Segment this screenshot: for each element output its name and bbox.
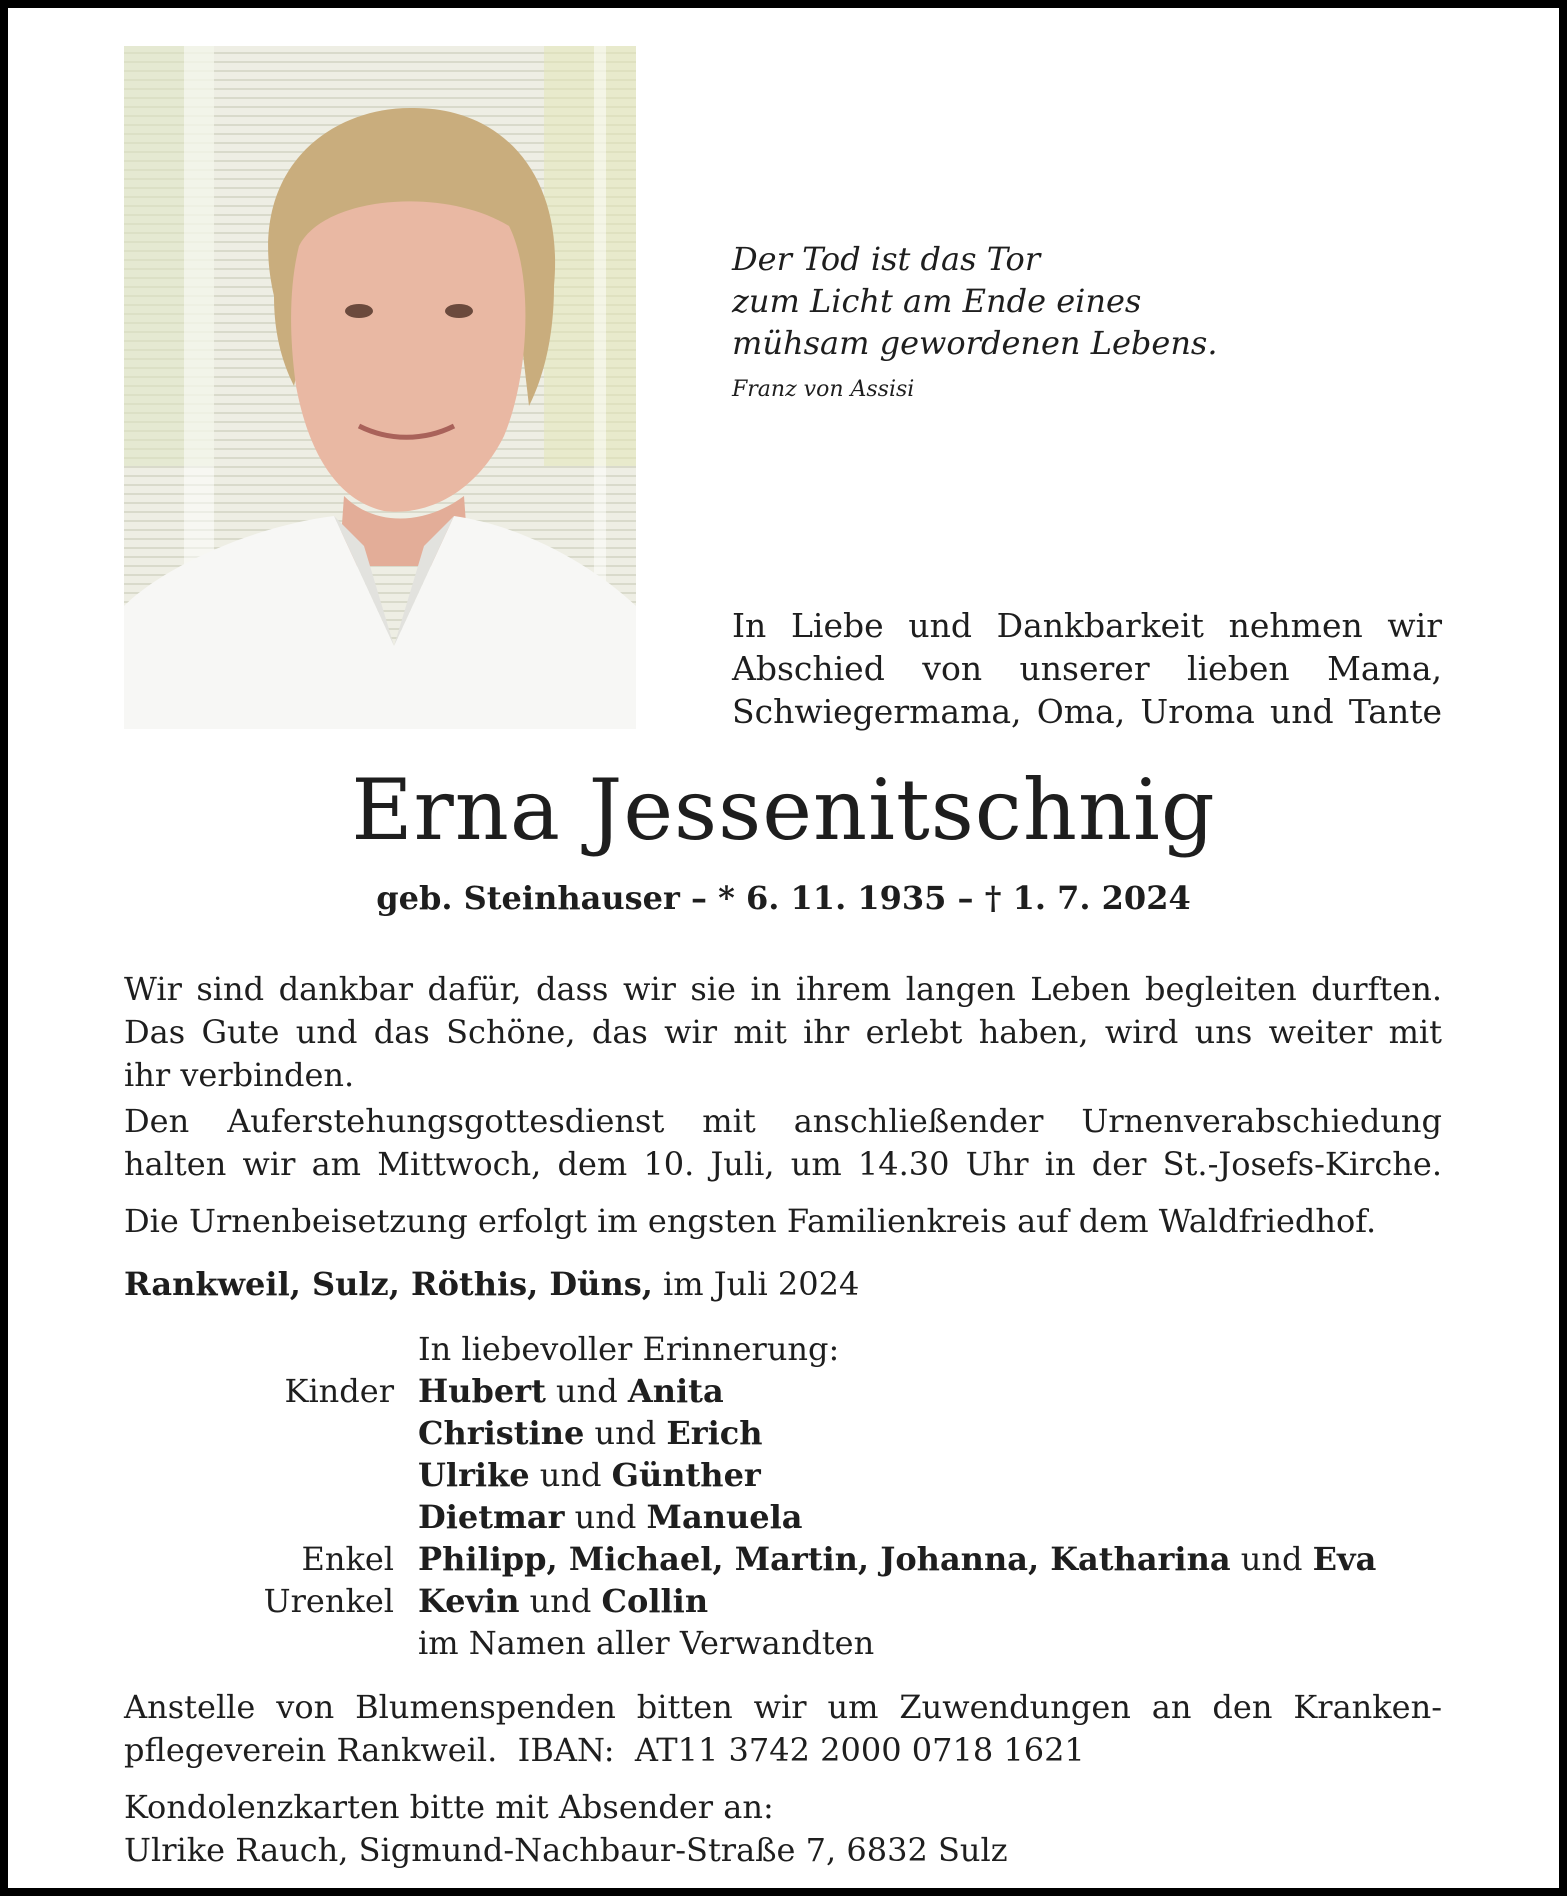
place-towns: Rankweil, Sulz, Röthis, Düns, <box>124 1265 653 1303</box>
list-item <box>124 1496 1442 1538</box>
text-line: Das Gute und das Schöne, das wir mit ihr erlebt haben, wird uns weiter mit <box>124 1013 1442 1051</box>
grandchildren-names: Philipp, Michael, Martin, Johanna, Katharina <box>418 1540 1231 1578</box>
quote-line: Der Tod ist das Tor <box>732 240 1041 278</box>
paragraph-donation <box>124 1686 1442 1772</box>
portrait-photo <box>124 46 636 729</box>
list-item <box>124 1412 1442 1454</box>
conjunction: und <box>594 1414 657 1452</box>
paragraph-burial: Die Urnenbeisetzung erfolgt im engsten Familienkreis auf dem Waldfriedhof. <box>124 1202 1377 1240</box>
conjunction: und <box>529 1582 592 1620</box>
grandchild-name: Eva <box>1312 1540 1377 1578</box>
conjunction: und <box>1240 1540 1303 1578</box>
great-grandchild-name: Collin <box>601 1582 709 1620</box>
text-line: pflegeverein Rankweil. IBAN: AT11 3742 2000 0718 1621 <box>124 1731 1085 1769</box>
text-line: Den Auferstehungsgottesdienst mit anschließender Urnenverabschiedung <box>124 1102 1442 1140</box>
quote-line: mühsam gewordenen Lebens. <box>732 324 1218 362</box>
great-grandchild-name: Kevin <box>418 1582 520 1620</box>
partner-name: Anita <box>627 1372 724 1410</box>
quote-author: Franz von Assisi <box>732 377 915 402</box>
kinder-label: Kinder <box>284 1372 394 1410</box>
text-line: halten wir am Mittwoch, dem 10. Juli, um 14.30 Uhr in der St.-Josefs-Kirche. <box>124 1145 1442 1183</box>
child-name: Christine <box>418 1414 585 1452</box>
paragraph-service <box>124 1100 1442 1186</box>
text-line: ihr verbinden. <box>124 1056 355 1094</box>
quote-line: zum Licht am Ende eines <box>732 282 1142 320</box>
intro-line: Schwiegermama, Oma, Uroma und Tante <box>732 692 1442 731</box>
conjunction: und <box>574 1498 637 1536</box>
text-line: Anstelle von Blumenspenden bitten wir um Zuwendungen an den Kranken- <box>124 1688 1442 1726</box>
list-item <box>124 1538 1442 1580</box>
obituary-page <box>8 8 1559 1888</box>
list-item <box>124 1370 1442 1412</box>
quote <box>732 238 1218 412</box>
intro-text <box>732 604 1442 733</box>
birth-death-dates: geb. Steinhauser – * 6. 11. 1935 – † 1. 7. 2024 <box>376 879 1191 917</box>
partner-name: Erich <box>666 1414 763 1452</box>
conjunction: und <box>539 1456 602 1494</box>
place-date <box>124 1263 1442 1306</box>
enkel-label: Enkel <box>301 1540 394 1578</box>
child-name: Ulrike <box>418 1456 530 1494</box>
list-item <box>124 1454 1442 1496</box>
paragraph-condolence <box>124 1786 1442 1872</box>
text-line: Ulrike Rauch, Sigmund-Nachbaur-Straße 7, 6832 Sulz <box>124 1831 1008 1869</box>
intro-line: Abschied von unserer lieben Mama, <box>732 649 1442 688</box>
conjunction: und <box>556 1372 618 1410</box>
place-month: im Juli 2024 <box>663 1265 860 1303</box>
paragraph-gratitude <box>124 968 1442 1097</box>
child-name: Dietmar <box>418 1498 565 1536</box>
family-closing: im Namen aller Verwandten <box>418 1624 875 1662</box>
partner-name: Manuela <box>646 1498 803 1536</box>
child-name: Hubert <box>418 1372 546 1410</box>
urenkel-label: Urenkel <box>263 1582 394 1620</box>
text-line: Kondolenzkarten bitte mit Absender an: <box>124 1788 774 1826</box>
partner-name: Günther <box>611 1456 761 1494</box>
list-item <box>124 1580 1442 1622</box>
family-list <box>124 1328 1442 1664</box>
intro-line: In Liebe und Dankbarkeit nehmen wir <box>732 606 1442 645</box>
deceased-name: Erna Jessenitschnig <box>351 761 1216 859</box>
text-line: Wir sind dankbar dafür, dass wir sie in ihrem langen Leben begleiten durften. <box>124 970 1442 1008</box>
family-heading: In liebevoller Erinnerung: <box>418 1330 840 1368</box>
